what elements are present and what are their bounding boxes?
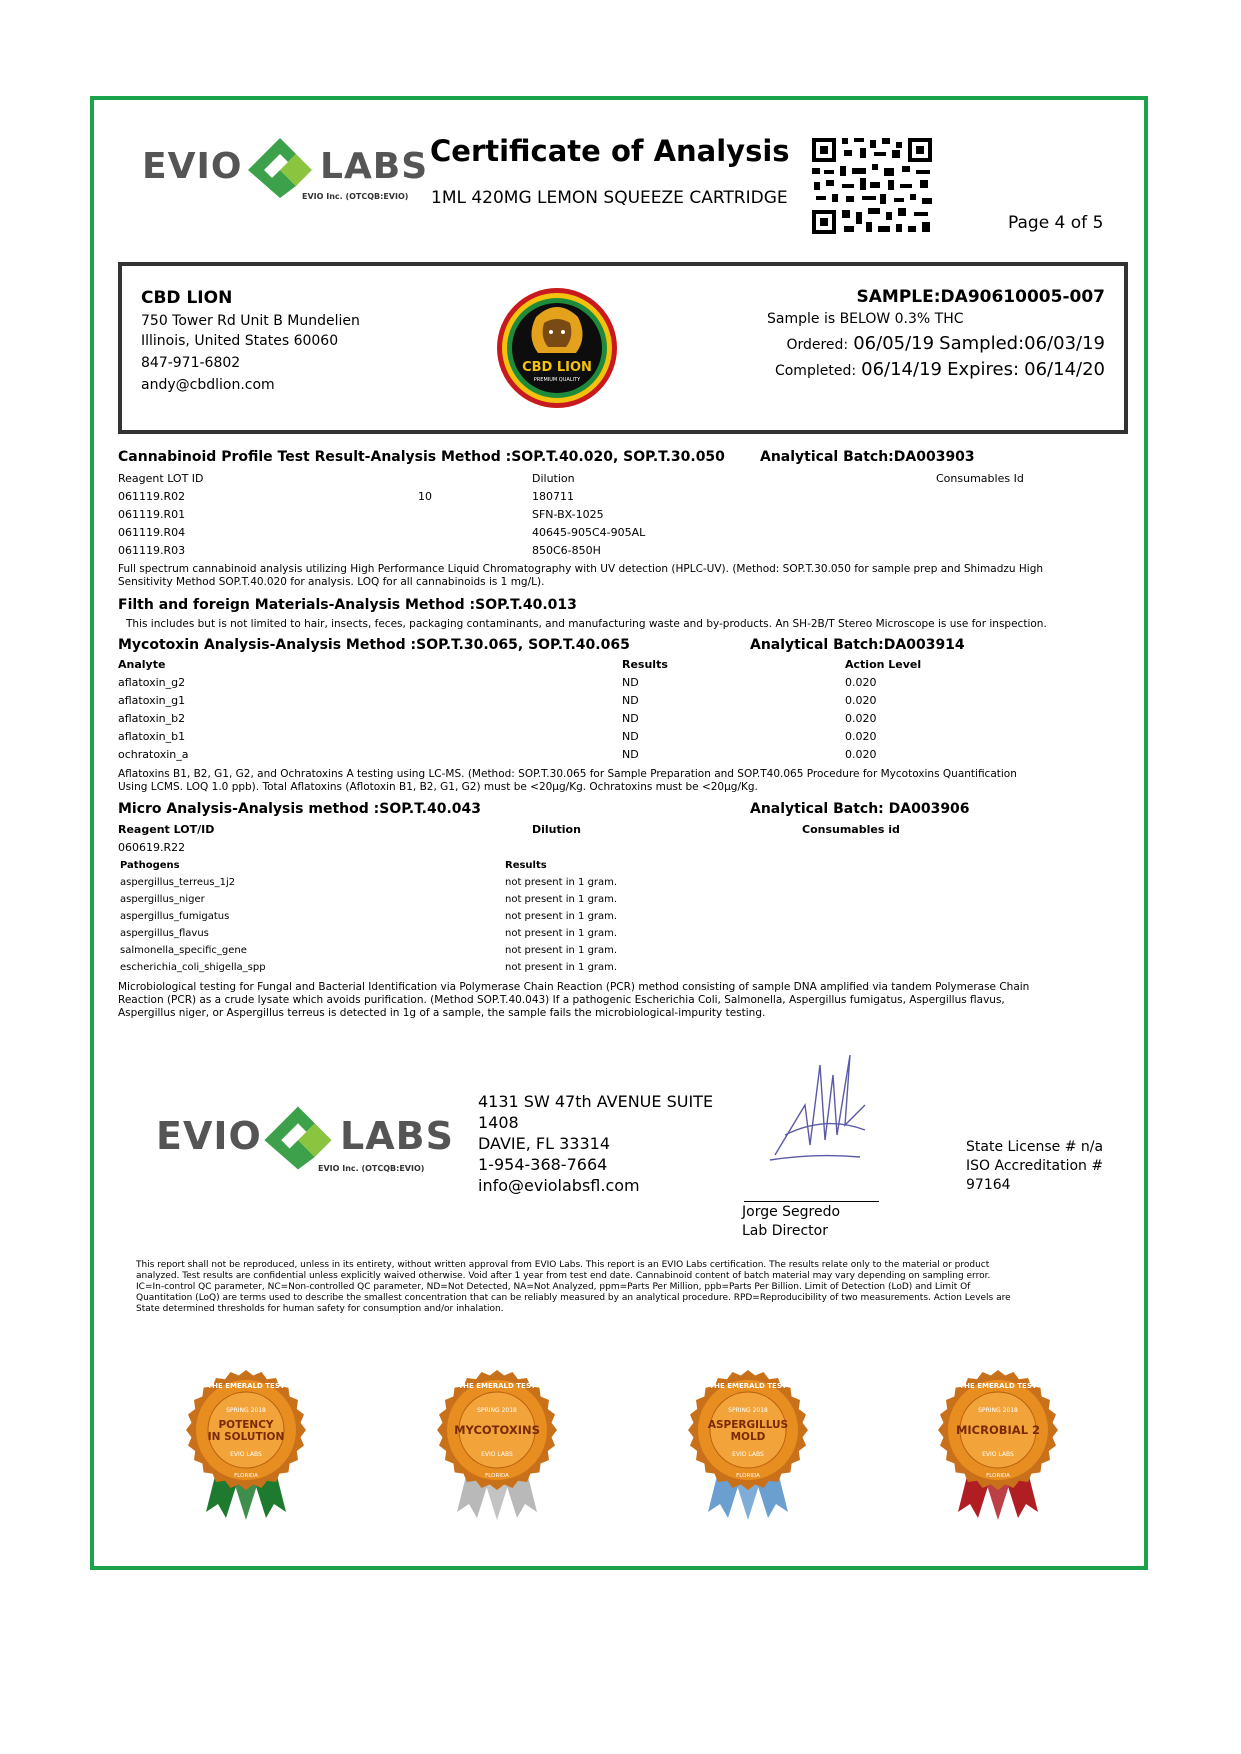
- medal-subtitle: IN SOLUTION: [207, 1431, 285, 1443]
- filth-section-title: Filth and foreign Materials-Analysis Method :SOP.T.40.013: [118, 597, 577, 613]
- cannabinoid-note-line1: Full spectrum cannabinoid analysis utilizing High Performance Liquid Chromatography with UV detection (HPLC-UV). (Method: SOP.T.30.050 for sample prep and Shimadzu High: [118, 563, 1044, 575]
- ordered-label: Ordered:: [786, 337, 849, 353]
- medal-badge-icon: [186, 1362, 306, 1532]
- cannabinoid-note: [118, 563, 1128, 589]
- mycotoxin-section-title: Mycotoxin Analysis-Analysis Method :SOP.T.30.065, SOP.T.40.065: [118, 637, 630, 653]
- medal-ring-text: THE EMERALD TEST: [207, 1382, 285, 1390]
- expires-date: 06/14/20: [1024, 359, 1105, 380]
- medal-lab: EVIO LABS: [481, 1451, 513, 1458]
- pathogen-result: not present in 1 gram.: [505, 911, 618, 922]
- pathogen-result: not present in 1 gram.: [505, 962, 618, 973]
- license-info: [966, 1138, 1103, 1195]
- disclaimer-line5: State determined thresholds for human safety for consumption and/or inhalation.: [136, 1304, 504, 1314]
- emerald-test-medal: [437, 1362, 557, 1532]
- medal-season: SPRING 2018: [978, 1407, 1018, 1414]
- evio-labs-logo: [142, 132, 429, 207]
- analyte-result: ND: [622, 748, 639, 761]
- col-results: Results: [505, 860, 547, 871]
- client-name: CBD LION: [141, 288, 233, 308]
- medal-ring-text: THE EMERALD TEST: [458, 1382, 536, 1390]
- disclaimer-line2: analyzed. Test results are confidential unless explicitly waived otherwise. Void after 1 year from test end date. Cannabinoid content of batch material may vary depending on sampling error.: [136, 1271, 991, 1281]
- logo-evio-text: EVIO: [156, 1114, 262, 1158]
- cbd-lion-logo-text: CBD LION: [522, 360, 592, 375]
- reagent-consumable: 850C6-850H: [532, 544, 601, 557]
- analyte-action: 0.020: [845, 712, 877, 725]
- analyte-name: aflatoxin_b2: [118, 712, 186, 725]
- disclaimer-line4: Quantitation (LoQ) are terms used to describe the smallest concentration that can be reliably measured by an analytical procedure. RPD=Reproducibility of two measurements. Action Levels are: [136, 1293, 1011, 1303]
- cbd-lion-logo: [496, 287, 618, 409]
- pathogen-result: not present in 1 gram.: [505, 945, 618, 956]
- evio-labs-footer-logo: [156, 1100, 454, 1180]
- sample-id: SAMPLE:DA90610005-007: [856, 287, 1105, 307]
- logo-labs-text: LABS: [340, 1114, 454, 1158]
- medal-subtitle: MOLD: [730, 1431, 766, 1443]
- reagent-lot: 061119.R04: [118, 526, 186, 539]
- medal-season: SPRING 2018: [226, 1407, 266, 1414]
- lab-address-line1: 4131 SW 47th AVENUE SUITE: [478, 1092, 714, 1111]
- cbd-lion-logo-sub: PREMIUM QUALITY: [533, 377, 581, 383]
- analyte-result: ND: [622, 676, 639, 689]
- disclaimer: [136, 1260, 1116, 1315]
- medal-lab: EVIO LABS: [982, 1451, 1014, 1458]
- qr-code-icon: [810, 136, 934, 236]
- medal-title: MICROBIAL 2: [955, 1423, 1041, 1437]
- lab-phone: 1-954-368-7664: [478, 1155, 608, 1174]
- medal-season: SPRING 2018: [728, 1407, 768, 1414]
- analyte-name: aflatoxin_g1: [118, 694, 186, 707]
- evio-e-mark-icon: [240, 134, 320, 200]
- pathogen-result: not present in 1 gram.: [505, 894, 618, 905]
- pathogen-name: aspergillus_niger: [120, 894, 205, 905]
- pathogen-name: aspergillus_flavus: [120, 928, 209, 939]
- micro-note-line3: Aspergillus niger, or Aspergillus terreus is detected in 1g of a sample, the sample fails the microbiological-impurity testing.: [118, 1007, 766, 1019]
- mycotoxin-batch: Analytical Batch:DA003914: [750, 637, 965, 653]
- emerald-test-medal: [938, 1362, 1058, 1532]
- filth-note: This includes but is not limited to hair, insects, feces, packaging contaminants, and manufacturing waste and by-products. An SH-2B/T Stereo Microscope is use for inspection.: [126, 618, 1047, 630]
- medal-title: POTENCY: [218, 1419, 274, 1431]
- logo-subtitle: EVIO Inc. (OTCQB:EVIO): [318, 1164, 425, 1173]
- col-results: Results: [622, 658, 668, 671]
- reagent-lot: 061119.R02: [118, 490, 186, 503]
- cannabinoid-batch: Analytical Batch:DA003903: [760, 449, 975, 465]
- client-address-line1: 750 Tower Rd Unit B Mundelien: [141, 313, 360, 329]
- analyte-name: ochratoxin_a: [118, 748, 189, 761]
- dates-ordered-sampled: [786, 333, 1105, 354]
- col-consumables-id: Consumables id: [802, 823, 900, 836]
- logo-subtitle: EVIO Inc. (OTCQB:EVIO): [302, 192, 409, 201]
- reagent-lot: 061119.R01: [118, 508, 186, 521]
- ordered-date: 06/05/19: [853, 333, 935, 354]
- analyte-name: aflatoxin_b1: [118, 730, 186, 743]
- signer-title: Lab Director: [742, 1223, 828, 1239]
- client-phone: 847-971-6802: [141, 355, 241, 371]
- micro-note-line2: Reaction (PCR) as a crude lysate which avoids purification. (Method SOP.T.40.043) If a pathogenic Escherichia Coli, Salmonella, Aspergillus fumigatus, Aspergillus flavus,: [118, 994, 1005, 1006]
- logo-evio-text: EVIO: [142, 146, 243, 187]
- col-action-level: Action Level: [845, 658, 922, 671]
- medal-badge-icon: [938, 1362, 1058, 1532]
- medal-lab: EVIO LABS: [732, 1451, 764, 1458]
- medal-state: FLORIDA: [485, 1473, 509, 1479]
- medal-ring-text: THE EMERALD TEST: [709, 1382, 787, 1390]
- pathogen-name: aspergillus_fumigatus: [120, 911, 230, 922]
- col-dilution: Dilution: [532, 472, 575, 485]
- page-number: Page 4 of 5: [1008, 213, 1104, 233]
- reagent-consumable: SFN-BX-1025: [532, 508, 604, 521]
- micro-note-line1: Microbiological testing for Fungal and Bacterial Identification via Polymerase Chain Reaction (PCR) method consisting of sample DNA amplified via tandem Polymerase Chain: [118, 981, 1030, 993]
- analyte-action: 0.020: [845, 748, 877, 761]
- disclaimer-line3: IC=In-control QC parameter, NC=Non-controlled QC parameter, ND=Not Detected, NA=Not Analyzed, ppm=Parts Per Million, ppb=Parts Per Billion. Limit of Detection (LoD) and Limit Of: [136, 1282, 971, 1292]
- client-email: andy@cbdlion.com: [141, 377, 275, 393]
- lab-address: [478, 1091, 713, 1196]
- col-dilution: Dilution: [532, 823, 581, 836]
- mycotoxin-note-line1: Aflatoxins B1, B2, G1, G2, and Ochratoxins A testing using LC-MS. (Method: SOP.T.30.065 for Sample Preparation and SOP.T40.065 Procedure for Mycotoxins Quantification: [118, 768, 1017, 780]
- disclaimer-line1: This report shall not be reproduced, unless in its entirety, without written approval from EVIO Labs. This report is an EVIO Labs certification. The results relate only to the material or product: [136, 1260, 990, 1270]
- medal-lab: EVIO LABS: [230, 1451, 262, 1458]
- pathogen-name: escherichia_coli_shigella_spp: [120, 962, 266, 973]
- col-reagent-lot: Reagent LOT ID: [118, 472, 204, 485]
- pathogen-name: salmonella_specific_gene: [120, 945, 247, 956]
- expires-label: Expires:: [947, 359, 1020, 380]
- lab-address-line3: DAVIE, FL 33314: [478, 1134, 611, 1153]
- lab-address-line2: 1408: [478, 1113, 519, 1132]
- medal-state: FLORIDA: [234, 1473, 258, 1479]
- director-signature: [765, 1045, 875, 1175]
- lab-email: info@eviolabsfl.com: [478, 1176, 640, 1195]
- signature-line: [744, 1201, 879, 1202]
- col-analyte: Analyte: [118, 658, 166, 671]
- medal-season: SPRING 2018: [477, 1407, 517, 1414]
- cannabinoid-note-line2: Sensitivity Method SOP.T.40.020 for analysis. LOQ for all cannabinoids is 1 mg/L).: [118, 576, 545, 588]
- pathogen-name: aspergillus_terreus_1j2: [120, 877, 236, 888]
- col-reagent-lot-id: Reagent LOT/ID: [118, 823, 215, 836]
- medal-title: ASPERGILLUS: [707, 1419, 789, 1431]
- medal-ring-text: THE EMERALD TEST: [959, 1382, 1037, 1390]
- state-license: State License # n/a: [966, 1139, 1104, 1155]
- col-consumables: Consumables Id: [936, 472, 1024, 485]
- medal-badge-icon: [688, 1362, 808, 1532]
- completed-date: 06/14/19: [861, 359, 942, 380]
- reagent-consumable: 40645-905C4-905AL: [532, 526, 646, 539]
- mycotoxin-note-line2: Using LCMS. LOQ 1.0 ppb). Total Aflatoxins (Aflotoxin B1, B2, G1, G2) must be <20µg/Kg. Ochratoxins must be <20µg/Kg.: [118, 781, 758, 793]
- micro-batch: Analytical Batch: DA003906: [750, 801, 970, 817]
- emerald-test-medal: [186, 1362, 306, 1532]
- iso-accreditation: ISO Accreditation #: [966, 1158, 1104, 1174]
- sampled-label: Sampled:: [939, 333, 1025, 354]
- reagent-dilution: 10: [418, 490, 432, 503]
- medal-badge-icon: [437, 1362, 557, 1532]
- micro-note: [118, 981, 1128, 1020]
- col-pathogens: Pathogens: [120, 860, 180, 871]
- analyte-action: 0.020: [845, 694, 877, 707]
- signer-name: Jorge Segredo: [742, 1204, 841, 1220]
- medal-state: FLORIDA: [986, 1473, 1010, 1479]
- medal-state: FLORIDA: [736, 1473, 760, 1479]
- analyte-action: 0.020: [845, 730, 877, 743]
- logo-labs-text: LABS: [320, 146, 429, 187]
- analyte-result: ND: [622, 730, 639, 743]
- dates-completed-expires: [775, 359, 1105, 380]
- emerald-test-medal: [688, 1362, 808, 1532]
- reagent-lot: 061119.R03: [118, 544, 186, 557]
- product-name: 1ML 420MG LEMON SQUEEZE CARTRIDGE: [431, 188, 788, 208]
- pathogen-result: not present in 1 gram.: [505, 928, 618, 939]
- thc-status: Sample is BELOW 0.3% THC: [767, 311, 964, 327]
- analyte-result: ND: [622, 694, 639, 707]
- client-address-line2: Illinois, United States 60060: [141, 333, 339, 349]
- evio-e-mark-icon: [256, 1102, 340, 1172]
- pathogen-result: not present in 1 gram.: [505, 877, 618, 888]
- analyte-name: aflatoxin_g2: [118, 676, 186, 689]
- iso-number: 97164: [966, 1177, 1011, 1193]
- document-title: Certificate of Analysis: [430, 134, 790, 168]
- medal-title: MYCOTOXINS: [454, 1423, 540, 1437]
- analyte-result: ND: [622, 712, 639, 725]
- micro-section-title: Micro Analysis-Analysis method :SOP.T.40.043: [118, 801, 482, 817]
- reagent-consumable: 180711: [532, 490, 574, 503]
- mycotoxin-note: [118, 768, 1128, 794]
- sampled-date: 06/03/19: [1024, 333, 1105, 354]
- analyte-action: 0.020: [845, 676, 877, 689]
- micro-reagent-lot: 060619.R22: [118, 841, 186, 854]
- completed-label: Completed:: [774, 363, 857, 379]
- cannabinoid-section-title: Cannabinoid Profile Test Result-Analysis Method :SOP.T.40.020, SOP.T.30.050: [118, 449, 725, 465]
